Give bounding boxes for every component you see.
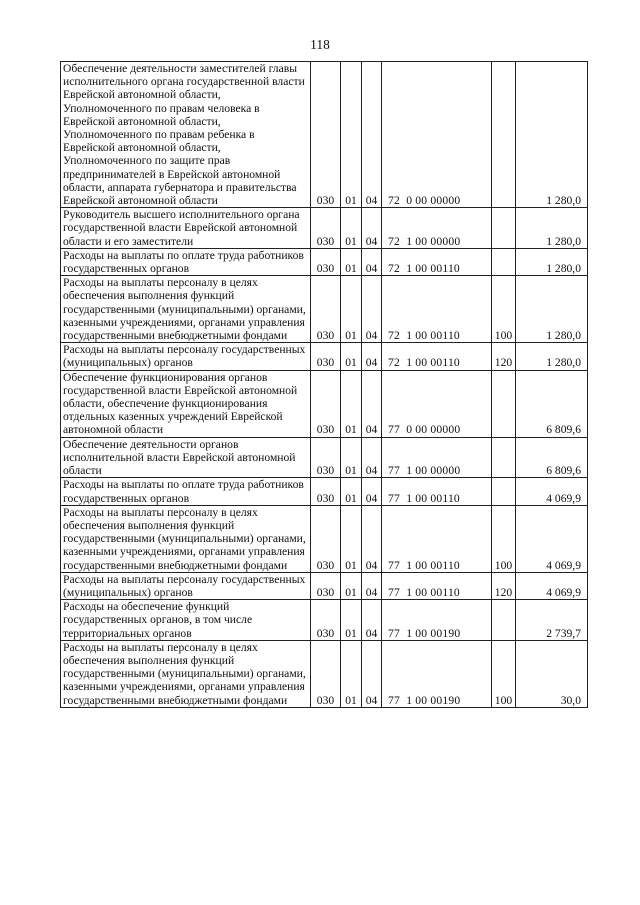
grbs-code-cell: 030 [311, 572, 341, 599]
target-article-code: 72 1 00 00110 [388, 262, 460, 276]
row-name-cell: Обеспечение деятельности заместителей главы исполнительного органа государственной власти Еврейской автономной области, Уполномоченного по правам человека в Еврейской автономной области, Уполномоченного по правам ребенка в Еврейской автономной области, Уполномоченного по защите прав предпринимателей в Еврейской автономной области, аппарата губернатора и правительства Еврейской автономной области [61, 62, 311, 208]
table-row [61, 437, 588, 478]
target-article-code-cell [382, 437, 492, 478]
section-code-cell: 01 [341, 640, 362, 707]
amount-cell: 6 809,6 [516, 437, 588, 478]
grbs-code-cell: 030 [311, 478, 341, 505]
grbs-code-cell: 030 [311, 600, 341, 641]
expense-type-code-cell [492, 208, 516, 249]
table-row [61, 248, 588, 275]
section-code-cell: 01 [341, 600, 362, 641]
target-article-code: 77 1 00 00110 [388, 558, 460, 572]
page-number: 118 [310, 37, 330, 52]
table-row [61, 640, 588, 707]
expense-type-code-cell [492, 600, 516, 641]
target-article-code-cell [382, 505, 492, 572]
target-article-code: 77 1 00 00190 [388, 626, 461, 640]
amount-cell: 4 069,9 [516, 572, 588, 599]
expense-type-code-cell [492, 437, 516, 478]
expense-type-code-cell: 120 [492, 572, 516, 599]
target-article-code: 77 1 00 00110 [388, 491, 460, 505]
grbs-code-cell: 030 [311, 505, 341, 572]
section-code-cell: 01 [341, 370, 362, 437]
subsection-code-cell: 04 [362, 600, 382, 641]
target-article-code: 72 0 00 00000 [388, 194, 461, 208]
subsection-code-cell: 04 [362, 248, 382, 275]
amount-cell: 6 809,6 [516, 370, 588, 437]
section-code-cell: 01 [341, 572, 362, 599]
section-code-cell: 01 [341, 343, 362, 370]
target-article-code: 72 1 00 00000 [388, 234, 461, 248]
expense-type-code-cell [492, 478, 516, 505]
table-row [61, 343, 588, 370]
subsection-code-cell: 04 [362, 437, 382, 478]
expense-type-code-cell: 100 [492, 640, 516, 707]
target-article-code: 77 1 00 00190 [388, 693, 461, 707]
grbs-code-cell: 030 [311, 208, 341, 249]
table-row [61, 505, 588, 572]
target-article-code-cell [382, 248, 492, 275]
target-article-code: 72 1 00 00110 [388, 356, 460, 370]
amount-cell: 1 280,0 [516, 208, 588, 249]
table-row [61, 478, 588, 505]
table-row [61, 62, 588, 208]
subsection-code-cell: 04 [362, 208, 382, 249]
target-article-code: 77 1 00 00110 [388, 585, 460, 599]
grbs-code-cell: 030 [311, 370, 341, 437]
subsection-code-cell: 04 [362, 478, 382, 505]
subsection-code-cell: 04 [362, 276, 382, 343]
grbs-code-cell: 030 [311, 248, 341, 275]
target-article-code-cell [382, 640, 492, 707]
subsection-code-cell: 04 [362, 640, 382, 707]
grbs-code-cell: 030 [311, 640, 341, 707]
grbs-code-cell: 030 [311, 343, 341, 370]
target-article-code: 77 1 00 00000 [388, 464, 461, 478]
expense-type-code-cell [492, 62, 516, 208]
row-name-cell: Расходы на выплаты по оплате труда работников государственных органов [61, 478, 311, 505]
target-article-code-cell [382, 208, 492, 249]
target-article-code-cell [382, 62, 492, 208]
amount-cell: 4 069,9 [516, 505, 588, 572]
section-code-cell: 01 [341, 276, 362, 343]
section-code-cell: 01 [341, 437, 362, 478]
subsection-code-cell: 04 [362, 62, 382, 208]
table-row [61, 276, 588, 343]
row-name-cell: Расходы на выплаты персоналу в целях обеспечения выполнения функций государственными (муниципальными) органами, казенными учреждениями, органами управления государственными внебюджетными фондами [61, 640, 311, 707]
row-name-cell: Обеспечение деятельности органов исполнительной власти Еврейской автономной области [61, 437, 311, 478]
table-row [61, 208, 588, 249]
grbs-code-cell: 030 [311, 62, 341, 208]
target-article-code: 72 1 00 00110 [388, 329, 460, 343]
amount-cell: 2 739,7 [516, 600, 588, 641]
expense-type-code-cell: 100 [492, 505, 516, 572]
row-name-cell: Расходы на выплаты персоналу в целях обеспечения выполнения функций государственными (муниципальными) органами, казенными учреждениями, органами управления государственными внебюджетными фондами [61, 276, 311, 343]
section-code-cell: 01 [341, 478, 362, 505]
row-name-cell: Расходы на выплаты по оплате труда работников государственных органов [61, 248, 311, 275]
amount-cell: 1 280,0 [516, 62, 588, 208]
amount-cell: 4 069,9 [516, 478, 588, 505]
amount-cell: 1 280,0 [516, 343, 588, 370]
expense-type-code-cell: 120 [492, 343, 516, 370]
subsection-code-cell: 04 [362, 505, 382, 572]
target-article-code-cell [382, 276, 492, 343]
section-code-cell: 01 [341, 62, 362, 208]
grbs-code-cell: 030 [311, 437, 341, 478]
expense-type-code-cell [492, 248, 516, 275]
row-name-cell: Расходы на выплаты персоналу государственных (муниципальных) органов [61, 343, 311, 370]
grbs-code-cell: 030 [311, 276, 341, 343]
subsection-code-cell: 04 [362, 370, 382, 437]
target-article-code-cell [382, 370, 492, 437]
expense-type-code-cell [492, 370, 516, 437]
target-article-code-cell [382, 478, 492, 505]
expense-type-code-cell: 100 [492, 276, 516, 343]
amount-cell: 1 280,0 [516, 248, 588, 275]
table-row [61, 600, 588, 641]
target-article-code-cell [382, 343, 492, 370]
row-name-cell: Руководитель высшего исполнительного органа государственной власти Еврейской автономной области и его заместители [61, 208, 311, 249]
budget-table [60, 61, 588, 708]
row-name-cell: Расходы на обеспечение функций государственных органов, в том числе территориальных органов [61, 600, 311, 641]
row-name-cell: Расходы на выплаты персоналу государственных (муниципальных) органов [61, 572, 311, 599]
target-article-code-cell [382, 600, 492, 641]
section-code-cell: 01 [341, 248, 362, 275]
subsection-code-cell: 04 [362, 572, 382, 599]
section-code-cell: 01 [341, 208, 362, 249]
target-article-code: 77 0 00 00000 [388, 423, 461, 437]
table-row [61, 572, 588, 599]
amount-cell: 30,0 [516, 640, 588, 707]
table-row [61, 370, 588, 437]
subsection-code-cell: 04 [362, 343, 382, 370]
budget-table-body [61, 62, 588, 708]
target-article-code-cell [382, 572, 492, 599]
row-name-cell: Расходы на выплаты персоналу в целях обеспечения выполнения функций государственными (муниципальными) органами, казенными учреждениями, органами управления государственными внебюджетными фондами [61, 505, 311, 572]
amount-cell: 1 280,0 [516, 276, 588, 343]
row-name-cell: Обеспечение функционирования органов государственной власти Еврейской автономной области, обеспечение функционирования отдельных казенных учреждений Еврейской автономной области [61, 370, 311, 437]
section-code-cell: 01 [341, 505, 362, 572]
